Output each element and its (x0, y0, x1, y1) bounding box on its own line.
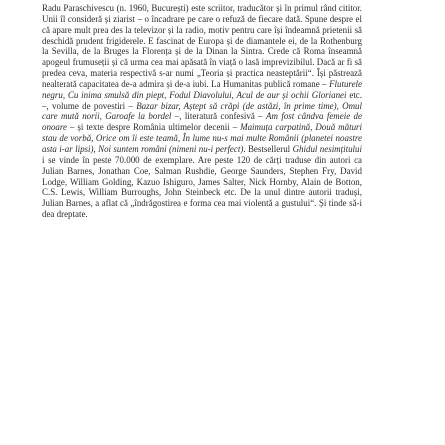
bio-segment: . Bestsellerul (243, 143, 293, 154)
bio-segment-italic: Bazar bizar, Aștept să crăpi (de astăzi, în prime time), Omul care mută norii, Garoafe la bordel (42, 100, 362, 122)
bio-segment-italic: Maimuța carpatină, Două mături stau de vorbă, Orice om îi este teamă, În lume nu-s mai multe Românii (planetei noastre asta i-ar lipsi), Noi suntem români (nimeni nu-i perfect) (42, 122, 362, 154)
bio-segment: Radu Paraschivescu (n. 1960, București) este scriitor, traducător și în primul rând cititor. Unii îl consideră și ziarist – o încadrare pe care o refuză de fiecare dată. Spune despre el că apare mult prea des la televizor și la radio, motiv pentru care își îndeamnă prietenii să deschidă prudent frigiderele. E fascinat de Europa și de diamantele ei, de la Rothenburg la Sevilla, de la Bruges la Florența și de la Dinan la Sintra. Crede că Roma înseamnă apogeul frumuseții și că urma cea mai apăsată în viață o lasă imprevizibilul. Dacă ar fi să predea ceva, materia respectivă s-ar numi „Teoria și practica neasteptării“. Își păstrează nealterată capacitatea de-a admira și de-a iubi. La Humanitas publică romane – (42, 3, 362, 89)
bio-segment-italic: Am fost cândva femeie de onoare (42, 111, 362, 133)
bio-segment: –, literatură confesivă – (171, 111, 267, 122)
bio-segment-italic: Fluturele negru, Cu inima smulsă din piept, Fodul Diavolului, Acul de aur și ochii Glorianei (42, 78, 362, 100)
bio-segment: – și texte despre România ultimelor decenii – (67, 122, 241, 133)
bio-segment: i se vinde în peste 70.000 de exemplare. Are peste 120 de cărți traduse din autori ca Julian Barnes, Jonathan Coe, Salman Rushdie, George Saunders, Stephen Fry, David Lodge, William Golding, Kazuo Ishiguro, James Salter, Nick Hornby, Alain de Botton, C.S. Lewis, William Burroughs, John Steinbeck etc. De la unul dintre autorii traduși, Julian Barnes, a aflat că „îndrăgostirea e forma cea mai violentă a gustului“. Și tinde să-i dea dreptate. (42, 154, 362, 220)
author-bio-text (42, 3, 362, 220)
bio-segment: etc. –, volume de povestiri – (42, 89, 362, 111)
bio-segment-italic: Ghidul nesimțitului (292, 143, 362, 154)
author-bio-paragraph (42, 3, 362, 220)
